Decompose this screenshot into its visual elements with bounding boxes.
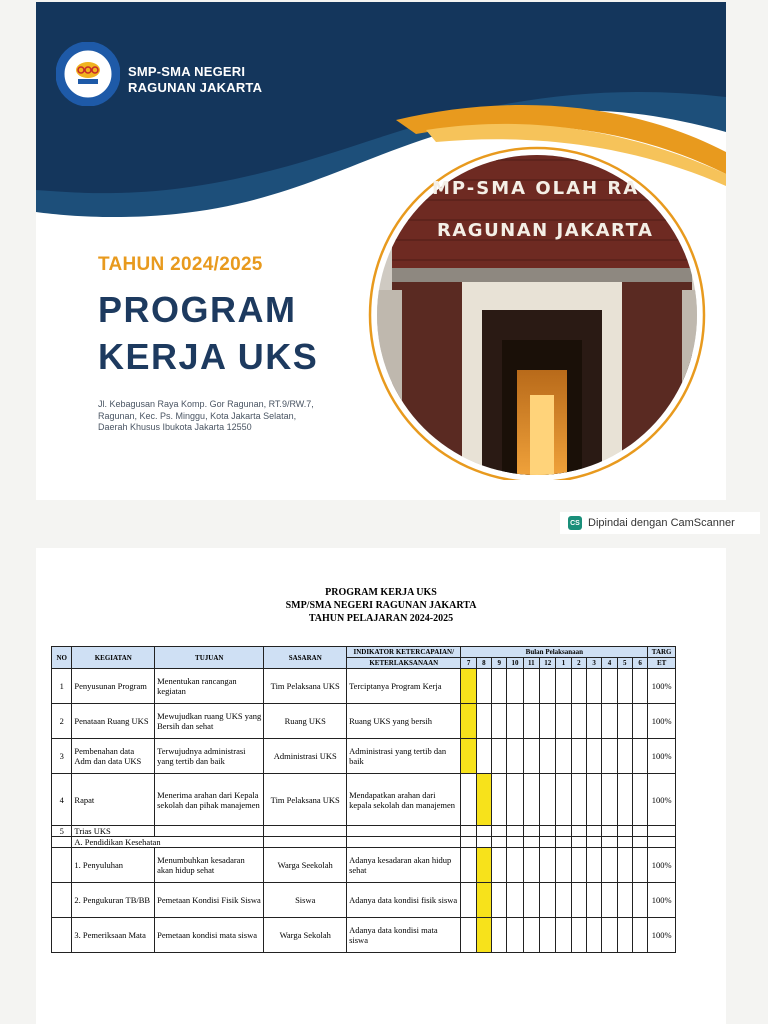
month-cell: [632, 704, 647, 739]
empty-cell: [523, 837, 539, 848]
month-cell: [540, 774, 556, 826]
empty-cell: [556, 837, 571, 848]
month-cell: [556, 848, 571, 883]
month-cell: [476, 883, 491, 918]
row-indikator: Administrasi yang tertib dan baik: [347, 739, 461, 774]
empty-cell: [264, 826, 347, 837]
row-kegiatan: 3. Pemeriksaan Mata: [72, 918, 155, 953]
month-cell: [602, 739, 617, 774]
empty-cell: [155, 826, 264, 837]
month-cell: [556, 918, 571, 953]
month-cell: [556, 704, 571, 739]
row-tujuan: Mewujudkan ruang UKS yang Bersih dan sehat: [155, 704, 264, 739]
month-cell: [617, 669, 632, 704]
school-address: Jl. Kebagusan Raya Komp. Gor Ragunan, RT.9/RW.7, Ragunan, Kec. Ps. Minggu, Kota Jakarta Selatan, Daerah Khusus Ibukota Jakarta 12550: [98, 399, 314, 432]
month-cell: [586, 918, 601, 953]
building-sign-line2: RAGUNAN JAKARTA: [437, 220, 654, 241]
header-month: 7: [461, 658, 476, 669]
month-cell: [602, 883, 617, 918]
header-month: 3: [586, 658, 601, 669]
month-cell: [586, 883, 601, 918]
school-building-photo: [352, 140, 722, 480]
table-row: [52, 774, 676, 826]
month-cell: [476, 774, 491, 826]
empty-cell: [507, 837, 523, 848]
month-cell: [492, 669, 507, 704]
empty-cell: [461, 837, 476, 848]
empty-cell: [571, 826, 586, 837]
row-sasaran: Administrasi UKS: [264, 739, 347, 774]
month-cell: [571, 918, 586, 953]
program-table: [51, 646, 676, 953]
month-cell: [540, 848, 556, 883]
month-cell: [461, 669, 476, 704]
cover-title-line1: PROGRAM: [98, 289, 297, 330]
empty-cell: [617, 826, 632, 837]
empty-cell: [602, 826, 617, 837]
row-tujuan: Menumbuhkan kesadaran akan hidup sehat: [155, 848, 264, 883]
table-row: [52, 848, 676, 883]
school-logo-icon: [56, 42, 120, 106]
row-indikator: Adanya data kondisi fisik siswa: [347, 883, 461, 918]
table-row: [52, 704, 676, 739]
month-cell: [632, 774, 647, 826]
row-no: [52, 918, 72, 953]
month-cell: [602, 918, 617, 953]
header-target-1: TARG: [648, 647, 676, 658]
row-tujuan: Pemetaan Kondisi Fisik Siswa: [155, 883, 264, 918]
month-cell: [540, 883, 556, 918]
row-kegiatan: Penataan Ruang UKS: [72, 704, 155, 739]
header-month: 12: [540, 658, 556, 669]
month-cell: [617, 883, 632, 918]
subsection-row: [52, 837, 676, 848]
month-cell: [617, 774, 632, 826]
header-indikator-1: INDIKATOR KETERCAPAIAN/: [347, 647, 461, 658]
month-cell: [540, 704, 556, 739]
month-cell: [461, 739, 476, 774]
section-no: 5: [52, 826, 72, 837]
month-cell: [523, 774, 539, 826]
empty-cell: [492, 826, 507, 837]
month-cell: [492, 883, 507, 918]
month-cell: [602, 669, 617, 704]
month-cell: [571, 774, 586, 826]
building-sign-line1: MP-SMA OLAH RA: [432, 178, 640, 199]
month-cell: [556, 739, 571, 774]
month-cell: [586, 774, 601, 826]
month-cell: [632, 739, 647, 774]
month-cell: [540, 669, 556, 704]
month-cell: [507, 918, 523, 953]
month-cell: [476, 669, 491, 704]
academic-year: TAHUN 2024/2025: [98, 254, 263, 275]
empty-cell: [556, 826, 571, 837]
month-cell: [476, 848, 491, 883]
month-cell: [476, 918, 491, 953]
header-month: 8: [476, 658, 491, 669]
document-heading: [36, 586, 726, 625]
row-no: [52, 848, 72, 883]
table-row: [52, 669, 676, 704]
month-cell: [602, 704, 617, 739]
row-target: 100%: [648, 848, 676, 883]
empty-cell: [461, 826, 476, 837]
empty-cell: [540, 837, 556, 848]
month-cell: [617, 848, 632, 883]
month-cell: [523, 918, 539, 953]
header-month: 4: [602, 658, 617, 669]
row-indikator: Terciptanya Program Kerja: [347, 669, 461, 704]
school-name-line2: RAGUNAN JAKARTA: [128, 80, 263, 95]
header-sasaran: SASARAN: [264, 647, 347, 669]
cover-title-line2: KERJA UKS: [98, 336, 319, 377]
program-document-page: [36, 548, 726, 1024]
month-cell: [476, 739, 491, 774]
school-name: [128, 64, 262, 96]
month-cell: [507, 774, 523, 826]
row-kegiatan: Pembenahan data Adm dan data UKS: [72, 739, 155, 774]
row-sasaran: Siswa: [264, 883, 347, 918]
empty-cell: [540, 826, 556, 837]
month-cell: [571, 883, 586, 918]
row-indikator: Adanya data kondisi mata siswa: [347, 918, 461, 953]
empty-cell: [476, 837, 491, 848]
header-no: NO: [52, 647, 72, 669]
month-cell: [571, 739, 586, 774]
camscanner-icon: CS: [568, 516, 582, 530]
month-cell: [617, 918, 632, 953]
header-indikator-2: KETERLAKSANAAN: [347, 658, 461, 669]
heading-line2: SMP/SMA NEGERI RAGUNAN JAKARTA: [285, 600, 477, 611]
row-target: 100%: [648, 669, 676, 704]
header-month: 1: [556, 658, 571, 669]
empty-cell: [586, 826, 601, 837]
row-sasaran: Warga Seekolah: [264, 848, 347, 883]
month-cell: [571, 848, 586, 883]
table-row: [52, 918, 676, 953]
month-cell: [571, 669, 586, 704]
row-indikator: Ruang UKS yang bersih: [347, 704, 461, 739]
cover-title: [98, 286, 318, 380]
row-sasaran: Tim Pelaksana UKS: [264, 669, 347, 704]
row-indikator: Mendapatkan arahan dari kepala sekolah dan manajemen: [347, 774, 461, 826]
header-month: 11: [523, 658, 539, 669]
empty-cell: [264, 837, 347, 848]
row-target: 100%: [648, 883, 676, 918]
header-tujuan: TUJUAN: [155, 647, 264, 669]
empty-cell: [476, 826, 491, 837]
header-target-2: ET: [648, 658, 676, 669]
month-cell: [602, 774, 617, 826]
month-cell: [586, 848, 601, 883]
row-sasaran: Tim Pelaksana UKS: [264, 774, 347, 826]
month-cell: [476, 704, 491, 739]
row-sasaran: Ruang UKS: [264, 704, 347, 739]
row-target: 100%: [648, 739, 676, 774]
month-cell: [492, 918, 507, 953]
header-kegiatan: KEGIATAN: [72, 647, 155, 669]
month-cell: [461, 774, 476, 826]
subsection-label: A. Pendidikan Kesehatan: [72, 837, 264, 848]
header-bulan: Bulan Pelaksanaan: [461, 647, 648, 658]
row-kegiatan: 2. Pengukuran TB/BB: [72, 883, 155, 918]
header-month: 10: [507, 658, 523, 669]
empty-cell: [617, 837, 632, 848]
month-cell: [632, 883, 647, 918]
month-cell: [507, 739, 523, 774]
row-no: 2: [52, 704, 72, 739]
month-cell: [632, 848, 647, 883]
month-cell: [461, 883, 476, 918]
month-cell: [492, 848, 507, 883]
month-cell: [540, 739, 556, 774]
empty-cell: [648, 826, 676, 837]
table-row: [52, 883, 676, 918]
camscanner-label: Dipindai dengan CamScanner: [588, 517, 735, 529]
empty-cell: [492, 837, 507, 848]
month-cell: [523, 669, 539, 704]
month-cell: [492, 739, 507, 774]
empty-cell: [507, 826, 523, 837]
month-cell: [492, 704, 507, 739]
empty-cell: [347, 826, 461, 837]
section-row: [52, 826, 676, 837]
row-no: [52, 883, 72, 918]
empty-cell: [586, 837, 601, 848]
empty-cell: [52, 837, 72, 848]
month-cell: [586, 739, 601, 774]
month-cell: [617, 704, 632, 739]
heading-line1: PROGRAM KERJA UKS: [325, 587, 437, 598]
month-cell: [507, 669, 523, 704]
empty-cell: [632, 826, 647, 837]
month-cell: [586, 669, 601, 704]
row-kegiatan: Rapat: [72, 774, 155, 826]
month-cell: [523, 739, 539, 774]
cover-page: [36, 2, 726, 500]
month-cell: [556, 669, 571, 704]
empty-cell: [571, 837, 586, 848]
row-no: 3: [52, 739, 72, 774]
month-cell: [492, 774, 507, 826]
month-cell: [602, 848, 617, 883]
empty-cell: [347, 837, 461, 848]
table-row: [52, 739, 676, 774]
empty-cell: [523, 826, 539, 837]
month-cell: [556, 883, 571, 918]
row-no: 4: [52, 774, 72, 826]
header-month: 9: [492, 658, 507, 669]
month-cell: [523, 704, 539, 739]
month-cell: [617, 739, 632, 774]
row-tujuan: Menentukan rancangan kegiatan: [155, 669, 264, 704]
row-kegiatan: 1. Penyuluhan: [72, 848, 155, 883]
month-cell: [507, 883, 523, 918]
month-cell: [632, 669, 647, 704]
month-cell: [586, 704, 601, 739]
month-cell: [461, 704, 476, 739]
row-indikator: Adanya kesadaran akan hidup sehat: [347, 848, 461, 883]
row-no: 1: [52, 669, 72, 704]
row-sasaran: Warga Sekolah: [264, 918, 347, 953]
month-cell: [571, 704, 586, 739]
header-month: 5: [617, 658, 632, 669]
month-cell: [523, 883, 539, 918]
row-tujuan: Pemetaan kondisi mata siswa: [155, 918, 264, 953]
header-month: 2: [571, 658, 586, 669]
month-cell: [540, 918, 556, 953]
month-cell: [523, 848, 539, 883]
row-target: 100%: [648, 918, 676, 953]
month-cell: [507, 848, 523, 883]
row-tujuan: Terwujudnya administrasi yang tertib dan baik: [155, 739, 264, 774]
row-kegiatan: Penyusunan Program: [72, 669, 155, 704]
empty-cell: [648, 837, 676, 848]
month-cell: [632, 918, 647, 953]
camscanner-watermark: [560, 512, 760, 534]
row-tujuan: Menerima arahan dari Kepala sekolah dan pihak manajemen: [155, 774, 264, 826]
month-cell: [461, 848, 476, 883]
month-cell: [461, 918, 476, 953]
month-cell: [556, 774, 571, 826]
header-month: 6: [632, 658, 647, 669]
empty-cell: [602, 837, 617, 848]
school-name-line1: SMP-SMA NEGERI: [128, 64, 246, 79]
empty-cell: [632, 837, 647, 848]
row-target: 100%: [648, 774, 676, 826]
heading-line3: TAHUN PELAJARAN 2024-2025: [308, 613, 454, 624]
month-cell: [507, 704, 523, 739]
section-label: Trias UKS: [72, 826, 155, 837]
row-target: 100%: [648, 704, 676, 739]
